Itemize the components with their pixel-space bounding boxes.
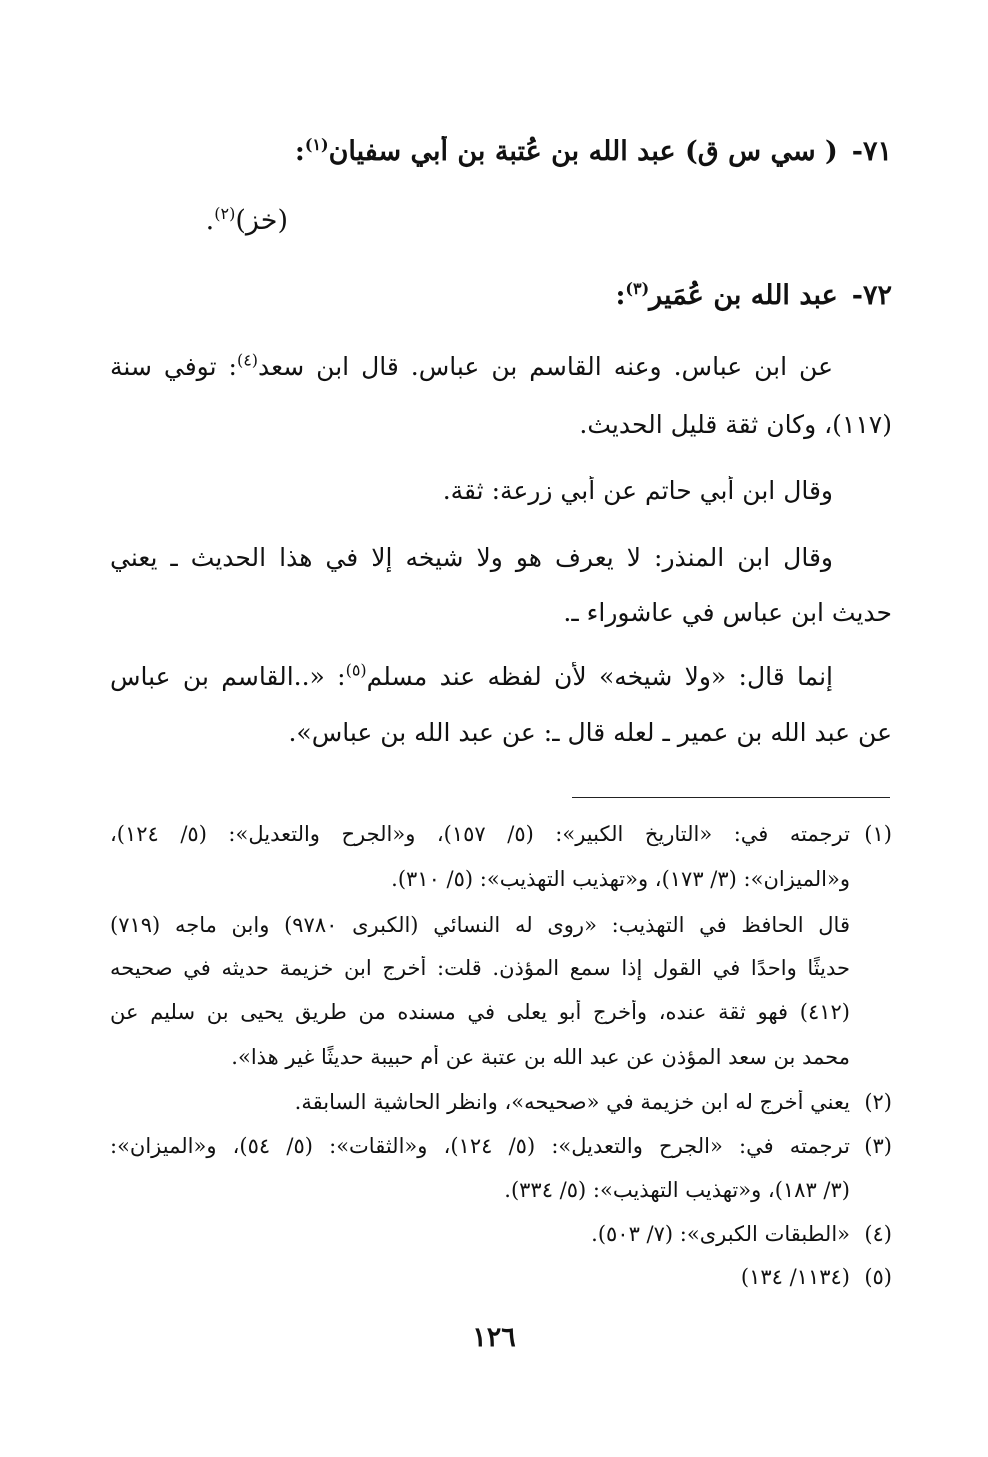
footnote-text: «الطبقات الكبرى»: (٧/ ٥٠٣). bbox=[591, 1222, 850, 1246]
footnote-1-line-6: محمد بن سعد المؤذن عن عبد الله بن عتبة عن أم حبيبة حديثًا غير هذا». bbox=[231, 1045, 850, 1069]
body-paragraph-1-line-1 bbox=[110, 352, 833, 382]
footnote-1-line-1 bbox=[110, 822, 892, 847]
footnote-number: (٣) bbox=[864, 1134, 892, 1158]
entry-71-heading bbox=[220, 136, 892, 168]
footnote-1-line-3: قال الحافظ في التهذيب: «روى له النسائي (الكبرى ٩٧٨٠) وابن ماجه (٧١٩) bbox=[110, 913, 850, 937]
body-paragraph-1-line-2: (١١٧)، وكان ثقة قليل الحديث. bbox=[579, 410, 892, 439]
entry-sub-end: . bbox=[205, 205, 215, 236]
entry-72-heading bbox=[220, 280, 892, 312]
footnote-4 bbox=[110, 1222, 892, 1247]
body-text: إنما قال: «ولا شيخه» لأن لفظه عند مسلم bbox=[366, 662, 833, 691]
entry-71-subline bbox=[110, 205, 288, 237]
footnote-1-line-5: (٤١٢) فهو ثقة عنده، وأخرج أبو يعلى في مسنده من طريق يحيى بن سليم عن bbox=[110, 1000, 850, 1024]
body-text: عن ابن عباس. وعنه القاسم بن عباس. قال ابن سعد bbox=[258, 352, 833, 381]
footnote-1-line-4: حديثًا واحدًا في القول إذا سمع المؤذن. قلت: أخرج ابن خزيمة حديثه في صحيحه bbox=[110, 956, 850, 980]
footnote-number: (٤) bbox=[864, 1222, 892, 1246]
body-paragraph-4-line-1 bbox=[110, 662, 833, 692]
body-paragraph-3-line-2: حديث ابن عباس في عاشوراء ـ. bbox=[563, 598, 892, 627]
entry-title-end: : bbox=[294, 136, 305, 167]
footnote-number: (٥) bbox=[864, 1265, 892, 1289]
footnote-text: يعني أخرج له ابن خزيمة في «صحيحه»، وانظر الحاشية السابقة. bbox=[294, 1090, 850, 1114]
body-paragraph-4-line-2: عن عبد الله بن عمير ـ لعله قال ـ: عن عبد الله بن عباس». bbox=[288, 718, 892, 747]
entry-number: ٧٢- bbox=[851, 280, 892, 311]
footnote-text: ترجمته في: «الجرح والتعديل»: (٥/ ١٢٤)، و«الثقات»: (٥/ ٥٤)، و«الميزان»: bbox=[110, 1134, 850, 1158]
footnote-separator bbox=[572, 797, 890, 798]
entry-number: ٧١- bbox=[851, 136, 892, 167]
footnote-3-line-2: (٣/ ١٨٣)، و«تهذيب التهذيب»: (٥/ ٣٣٤). bbox=[504, 1178, 850, 1202]
page-number: ١٢٦ bbox=[472, 1322, 516, 1353]
body-paragraph-2: وقال ابن أبي حاتم عن أبي زرعة: ثقة. bbox=[442, 476, 833, 505]
footnote-text: (١١٣٤/ ١٣٤) bbox=[740, 1265, 850, 1289]
entry-sub-text: (خز) bbox=[235, 205, 288, 236]
body-paragraph-3-line-1: وقال ابن المنذر: لا يعرف هو ولا شيخه إلا في هذا الحديث ـ يعني bbox=[110, 543, 833, 572]
footnote-text: ترجمته في: «التاريخ الكبير»: (٥/ ١٥٧)، و«الجرح والتعديل»: (٥/ ١٢٤)، bbox=[110, 822, 850, 846]
footnote-1-line-2: و«الميزان»: (٣/ ١٧٣)، و«تهذيب التهذيب»: (٥/ ٣١٠). bbox=[391, 867, 850, 891]
footnote-2 bbox=[110, 1090, 892, 1115]
entry-title: ( سي س ق) عبد الله بن عُتبة بن أبي سفيان bbox=[328, 136, 838, 167]
body-text: : «..القاسم بن عباس bbox=[110, 662, 346, 691]
footnote-ref: (٤) bbox=[236, 352, 259, 370]
footnote-ref: (٣) bbox=[625, 280, 650, 298]
body-text: : توفي سنة bbox=[110, 352, 237, 381]
footnote-ref: (٥) bbox=[345, 662, 367, 680]
footnote-ref: (١) bbox=[304, 136, 329, 154]
entry-title: عبد الله بن عُمَير bbox=[649, 280, 838, 311]
footnote-ref: (٢) bbox=[214, 205, 236, 223]
footnote-number: (١) bbox=[864, 822, 892, 846]
footnote-5 bbox=[110, 1265, 892, 1290]
footnote-3-line-1 bbox=[110, 1134, 892, 1159]
footnote-number: (٢) bbox=[864, 1090, 892, 1114]
entry-title-end: : bbox=[615, 280, 626, 311]
